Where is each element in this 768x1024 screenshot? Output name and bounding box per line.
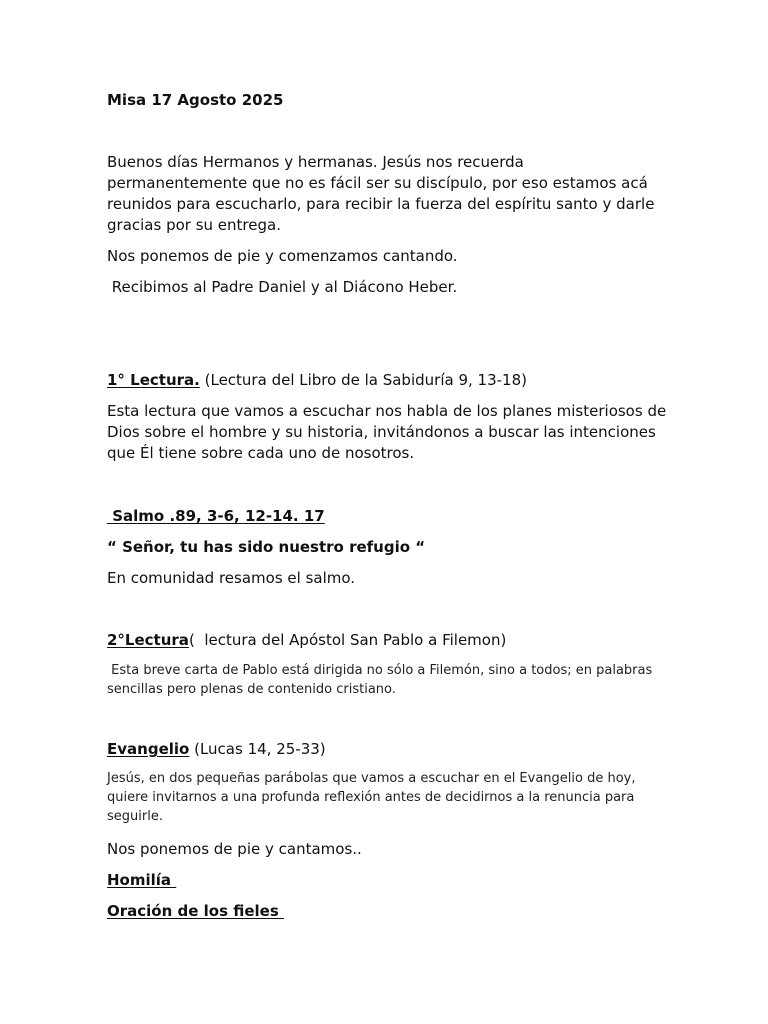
gospel-standing: Nos ponemos de pie y cantamos.. bbox=[107, 840, 362, 858]
gospel-reference: (Lucas 14, 25-33) bbox=[189, 740, 326, 758]
psalm-response: “ Señor, tu has sido nuestro refugio “ bbox=[107, 538, 426, 556]
prayer-heading: Oración de los fieles bbox=[107, 902, 284, 920]
homily-heading: Homilía bbox=[107, 871, 177, 889]
second-reading-reference: ( lectura del Apóstol San Pablo a Filemon) bbox=[188, 631, 507, 649]
gospel-body: Jesús, en dos pequeñas parábolas que vamos a escuchar en el Evangelio de hoy, quiere invitarnos a una profunda reflexión antes de decidirnos a la renuncia para seguirle. bbox=[107, 771, 636, 824]
first-reading-heading: 1° Lectura. bbox=[107, 371, 200, 389]
second-reading-heading: 2°Lectura bbox=[107, 631, 189, 649]
psalm-heading: Salmo .89, 3-6, 12-14. 17 bbox=[107, 507, 325, 525]
first-reading-title bbox=[107, 370, 667, 391]
intro-greeting: Buenos días Hermanos y hermanas. Jesús nos recuerda permanentemente que no es fácil ser su discípulo, por eso estamos acá reunidos para escucharlo, para recibir la fuerza del espíritu santo y darle gracias por su entrega. bbox=[107, 153, 655, 234]
gospel-heading: Evangelio bbox=[107, 740, 190, 758]
document-title: Misa 17 Agosto 2025 bbox=[107, 91, 284, 109]
psalm-instruction: En comunidad resamos el salmo. bbox=[107, 569, 356, 587]
first-reading-reference: (Lectura del Libro de la Sabiduría 9, 13-18) bbox=[199, 371, 527, 389]
intro-standing: Nos ponemos de pie y comenzamos cantando. bbox=[107, 247, 458, 265]
intro-welcome: Recibimos al Padre Daniel y al Diácono Heber. bbox=[107, 278, 458, 296]
second-reading-body: Esta breve carta de Pablo está dirigida no sólo a Filemón, sino a todos; en palabras sencillas pero plenas de contenido cristiano. bbox=[107, 663, 657, 697]
second-reading-title bbox=[107, 630, 667, 651]
gospel-title bbox=[107, 739, 667, 760]
first-reading-body: Esta lectura que vamos a escuchar nos habla de los planes misteriosos de Dios sobre el hombre y su historia, invitándonos a buscar las intenciones que Él tiene sobre cada uno de nosotros. bbox=[107, 402, 667, 462]
